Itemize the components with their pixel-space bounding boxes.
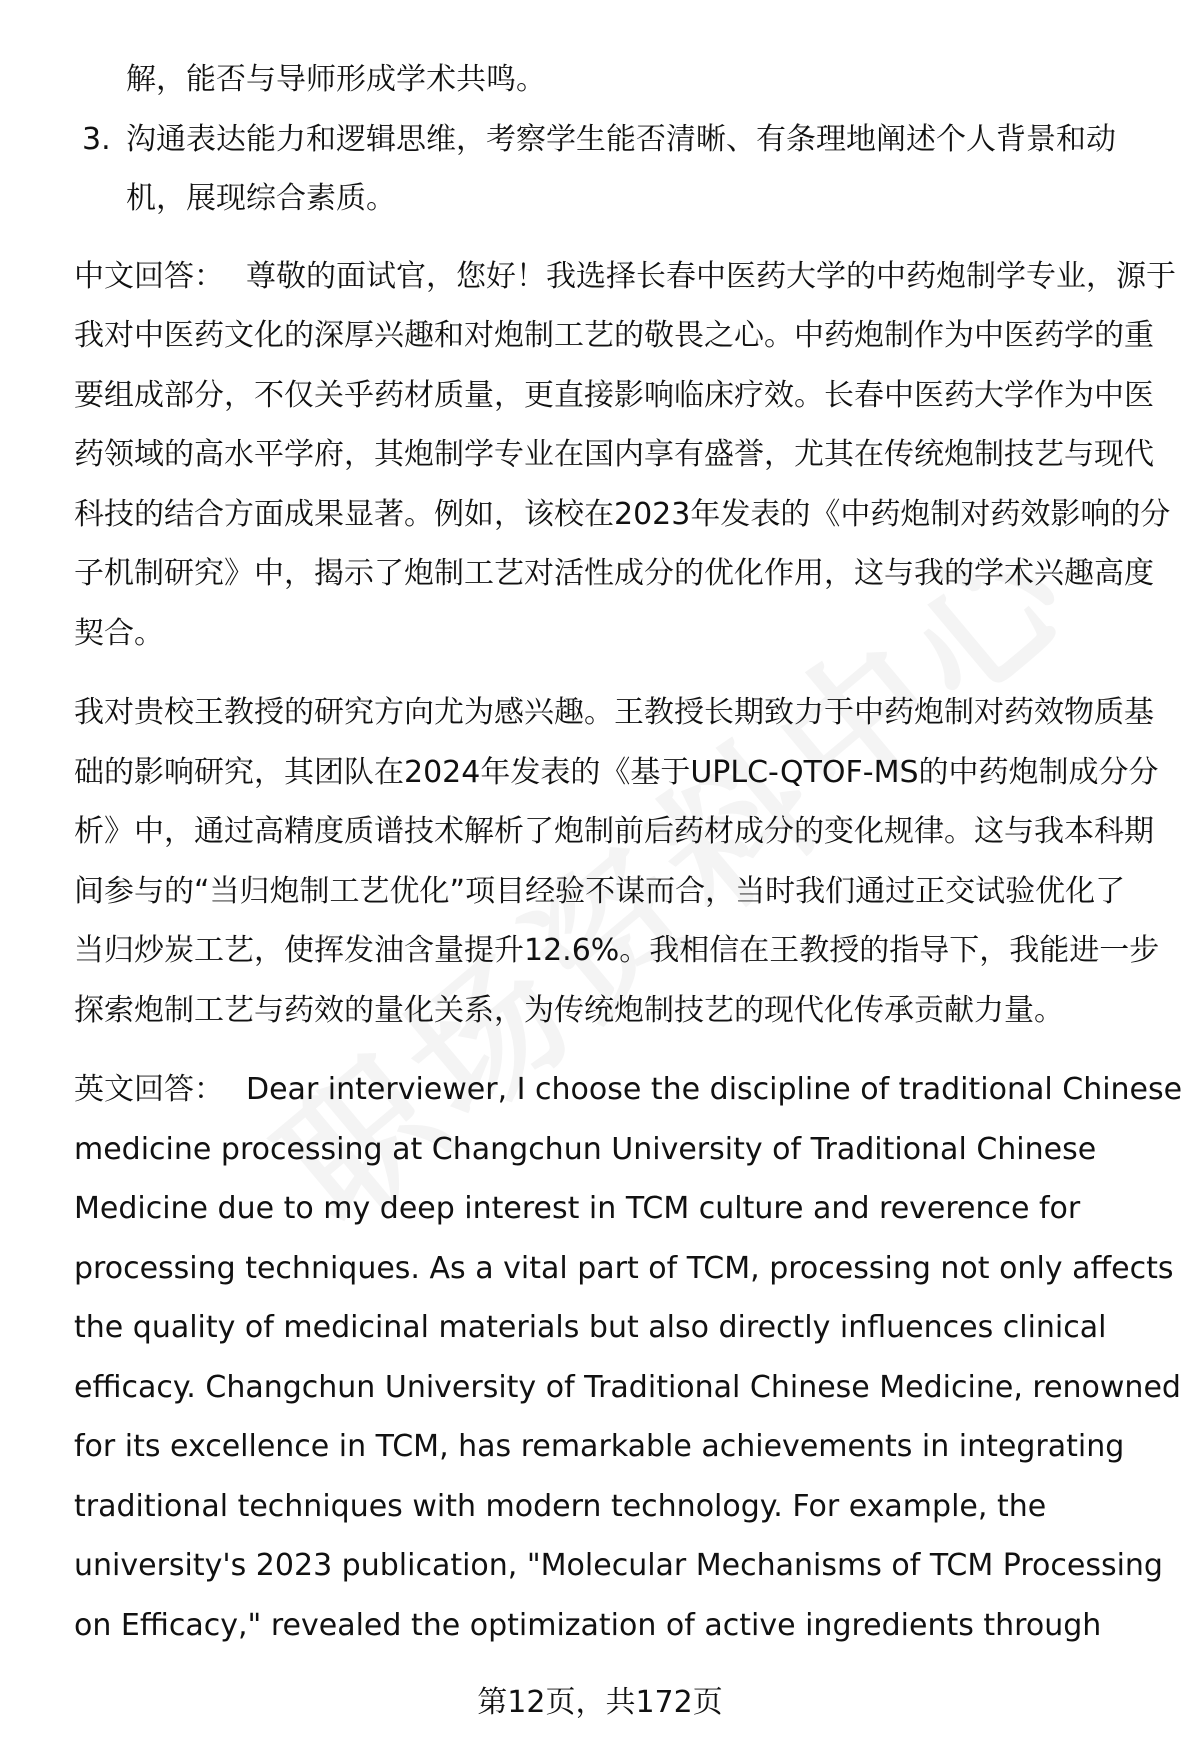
paragraph-line: efficacy. Changchun University of Traditional Chinese Medicine, renowned [74, 1369, 1181, 1405]
page-number-footer: 第12页，共172页 [477, 1685, 723, 1720]
paragraph-line: 析》中，通过高精度质谱技术解析了炮制前后药材成分的变化规律。这与我本科期 [74, 814, 1154, 849]
paragraph-line: Medicine due to my deep interest in TCM culture and reverence for [74, 1191, 1081, 1226]
paragraph-line: for its excellence in TCM, has remarkable achievements in integrating [74, 1429, 1125, 1464]
list-item-2-continuation: 解，能否与导师形成学术共鸣。 [126, 62, 546, 97]
paragraph-line: 间参与的“当归炮制工艺优化”项目经验不谋而合，当时我们通过正交试验优化了 [74, 873, 1126, 909]
paragraph-line: Dear interviewer, I choose the discipline of traditional Chinese [246, 1072, 1183, 1107]
paragraph-line: 探索炮制工艺与药效的量化关系，为传统炮制技艺的现代化传承贡献力量。 [74, 992, 1064, 1028]
paragraph-line: processing techniques. As a vital part of TCM, processing not only affects [74, 1250, 1174, 1286]
list-item-3-continuation: 机，展现综合素质。 [126, 181, 396, 216]
paragraph-line: 子机制研究》中，揭示了炮制工艺对活性成分的优化作用，这与我的学术兴趣高度 [74, 556, 1154, 591]
paragraph-line: 药领域的高水平学府，其炮制学专业在国内享有盛誉，尤其在传统炮制技艺与现代 [74, 437, 1154, 472]
list-item-3 [74, 110, 1154, 170]
chinese-answer-paragraph [74, 247, 1176, 664]
paragraph-line: medicine processing at Changchun University of Traditional Chinese [74, 1131, 1097, 1167]
paragraph-line: 要组成部分，不仅关乎药材质量，更直接影响临床疗效。长春中医药大学作为中医 [74, 377, 1154, 413]
chinese-answer-first-line [74, 247, 1176, 307]
english-answer-paragraph [74, 1060, 1183, 1655]
paragraph-line: 当归炒炭工艺，使挥发油含量提升12.6%。我相信在王教授的指导下，我能进一步 [74, 933, 1160, 968]
paragraph-line: 契合。 [74, 615, 164, 651]
chinese-answer-paragraph-2 [74, 683, 1160, 1040]
english-answer-label: 英文回答： [74, 1072, 224, 1107]
page-content [74, 50, 1183, 1655]
paragraph-line: traditional techniques with modern technology. For example, the [74, 1488, 1047, 1524]
paragraph-line: the quality of medicinal materials but also directly influences clinical [74, 1310, 1107, 1345]
paragraph-line: university's 2023 publication, "Molecular Mechanisms of TCM Processing [74, 1548, 1163, 1583]
paragraph-line: 我对中医药文化的深厚兴趣和对炮制工艺的敬畏之心。中药炮制作为中医药学的重 [74, 318, 1154, 353]
paragraph-line: 我对贵校王教授的研究方向尤为感兴趣。王教授长期致力于中药炮制对药效物质基 [74, 695, 1154, 730]
paragraph-line: 础的影响研究，其团队在2024年发表的《基于UPLC-QTOF-MS的中药炮制成分分 [74, 754, 1159, 790]
list-item-text-line: 沟通表达能力和逻辑思维，考察学生能否清晰、有条理地阐述个人背景和动 [126, 121, 1116, 157]
chinese-answer-label: 中文回答： [74, 258, 224, 294]
paragraph-line: 尊敬的面试官，您好！我选择长春中医药大学的中药炮制学专业，源于 [246, 258, 1176, 294]
list-item-number: 3. [82, 121, 111, 157]
paragraph-line: on Efficacy," revealed the optimization of active ingredients through [74, 1607, 1102, 1643]
english-answer-first-line [74, 1060, 1183, 1120]
paragraph-line: 科技的结合方面成果显著。例如，该校在2023年发表的《中药炮制对药效影响的分 [74, 496, 1171, 532]
